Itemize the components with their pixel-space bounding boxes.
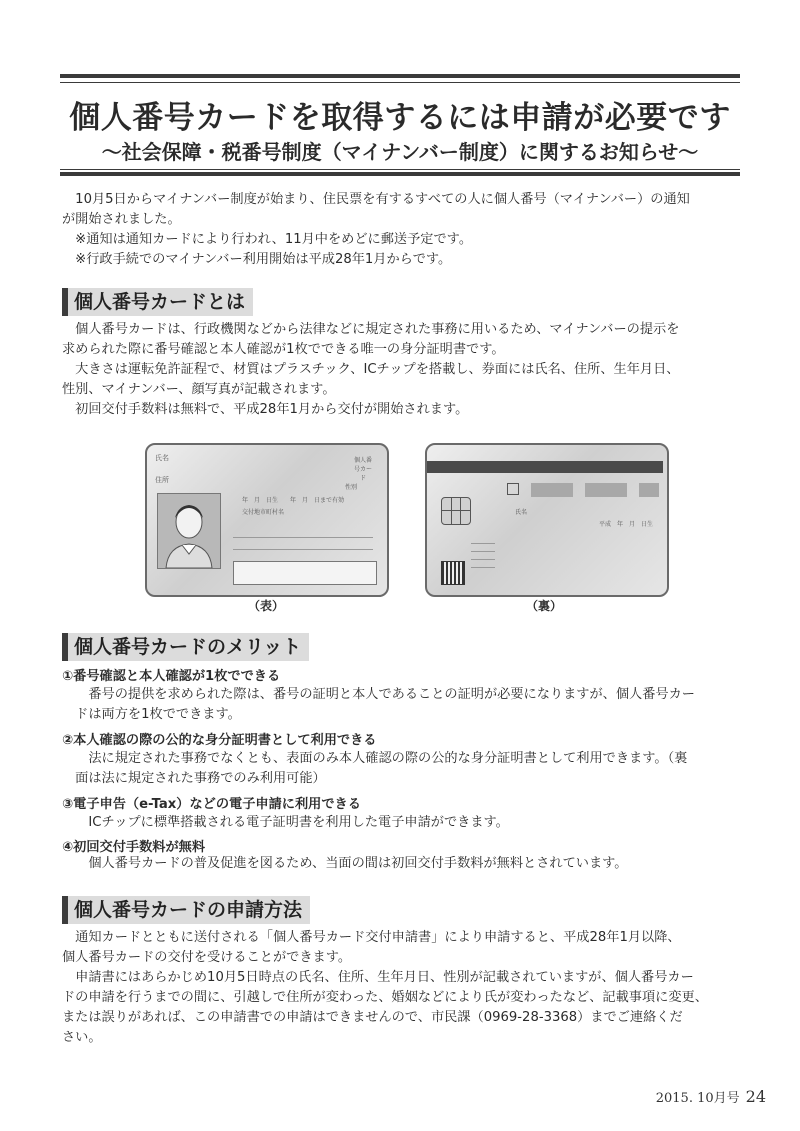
back-line <box>471 559 495 560</box>
back-line <box>471 567 495 568</box>
intro-paragraph: 10月5日からマイナンバー制度が始まり、住民票を有するすべての人に個人番号（マイナンバー）の通知 が開始されました。 ※通知は通知カードにより行われ、11月中をめどに郵送予定です。 ※行政手続でのマイナンバー利用開始は平成28年1月からです。 <box>62 192 690 267</box>
page-number: 24 <box>745 1087 766 1106</box>
section1-body: 個人番号カードは、行政機関などから法律などに規定された事務に用いるため、マイナンバーの提示を 求められた際に番号確認と本人確認が1枚でできる唯一の身分証明書です。 大きさは運転免許証程で、材質はプラスチック、ICチップを搭載し、券面には氏名、住所、生年月日、 性別、マイナンバー、顔写真が記載されます。 初回交付手数料は無料で、平成28年1月から交付が開始されます。 <box>62 322 680 417</box>
back-number-field <box>585 483 627 497</box>
card-front-image <box>145 443 389 597</box>
back-caption: （裏） <box>526 599 563 613</box>
card-back-image <box>425 443 669 597</box>
section-heading-application: 個人番号カードの申請方法 <box>62 896 310 924</box>
ic-chip-icon <box>441 497 471 525</box>
front-address-label: 住所 <box>155 476 169 484</box>
front-number-box <box>233 561 377 585</box>
merit-1-body: 番号の提供を求められた際は、番号の証明と本人であることの証明が必要になりますが、個人番号カー ドは両方を1枚でできます。 <box>62 687 695 722</box>
merit-4-body: 個人番号カードの普及促進を図るため、当面の間は初回交付手数料が無料とされています。 <box>62 856 628 871</box>
front-name-label: 氏名 <box>155 454 169 462</box>
front-dob-row: 年 月 日生 年 月 日まで有効 <box>242 497 345 504</box>
section-heading-merits: 個人番号カードのメリット <box>62 633 309 661</box>
merit-1-title: ①番号確認と本人確認が1枚でできる <box>62 669 281 684</box>
front-line-1 <box>233 537 373 538</box>
top-rule-thin <box>60 82 740 83</box>
front-line-2 <box>233 549 373 550</box>
front-sex-label: 性別 <box>345 484 358 491</box>
qr-code-icon <box>441 561 465 585</box>
page-title: 個人番号カードを取得するには申請が必要です <box>69 100 731 136</box>
bottom-rule-thin <box>60 169 740 170</box>
front-caption: （表） <box>248 599 285 613</box>
bottom-rule-thick <box>60 172 740 176</box>
issue-label: 2015. 10月号 <box>655 1091 740 1106</box>
page-subtitle: ～社会保障・税番号制度（マイナンバー制度）に関するお知らせ～ <box>101 140 699 164</box>
face-photo <box>157 493 221 569</box>
top-rule-thick <box>60 74 740 78</box>
back-number-field <box>531 483 573 497</box>
back-line <box>471 543 495 544</box>
front-badge: 個人番号カード <box>353 457 372 482</box>
merit-3-body: ICチップに標準搭載される電子証明書を利用した電子申請ができます。 <box>62 815 509 830</box>
back-number-field <box>639 483 659 497</box>
merit-4-title: ④初回交付手数料が無料 <box>62 840 206 855</box>
back-square-icon <box>507 483 519 495</box>
back-dob-row: 平成 年 月 日生 <box>599 521 654 528</box>
merit-3-title: ③電子申告（e-Tax）などの電子申請に利用できる <box>62 797 361 812</box>
front-issuer: 交付地市町村名 <box>242 509 285 516</box>
back-line <box>471 551 495 552</box>
person-icon <box>158 494 220 568</box>
merit-2-body: 法に規定された事務でなくとも、表面のみ本人確認の際の公的な身分証明書として利用できます。（裏 面は法に規定された事務でのみ利用可能） <box>62 751 688 786</box>
back-name-label: 氏名 <box>515 509 528 516</box>
section-heading-card: 個人番号カードとは <box>62 288 253 316</box>
page-footer <box>656 1087 766 1106</box>
magnetic-stripe <box>427 461 663 473</box>
section3-body: 通知カードとともに送付される「個人番号カード交付申請書」により申請すると、平成28年1月以降、 個人番号カードの交付を受けることができます。 申請書にはあらかじめ10月5日時点の氏名、住所、生年月日、性別が記載されていますが、個人番号カー ドの申請を行うまでの間に、引越しで住所が変わった、婚姻などにより氏が変わったなど、記載事項に変更、 または誤りがあれば、この申請書での申請はできませんので、市民課（0969-28-3368）までご連絡くだ さい。 <box>62 930 708 1045</box>
merit-2-title: ②本人確認の際の公的な身分証明書として利用できる <box>62 733 377 748</box>
